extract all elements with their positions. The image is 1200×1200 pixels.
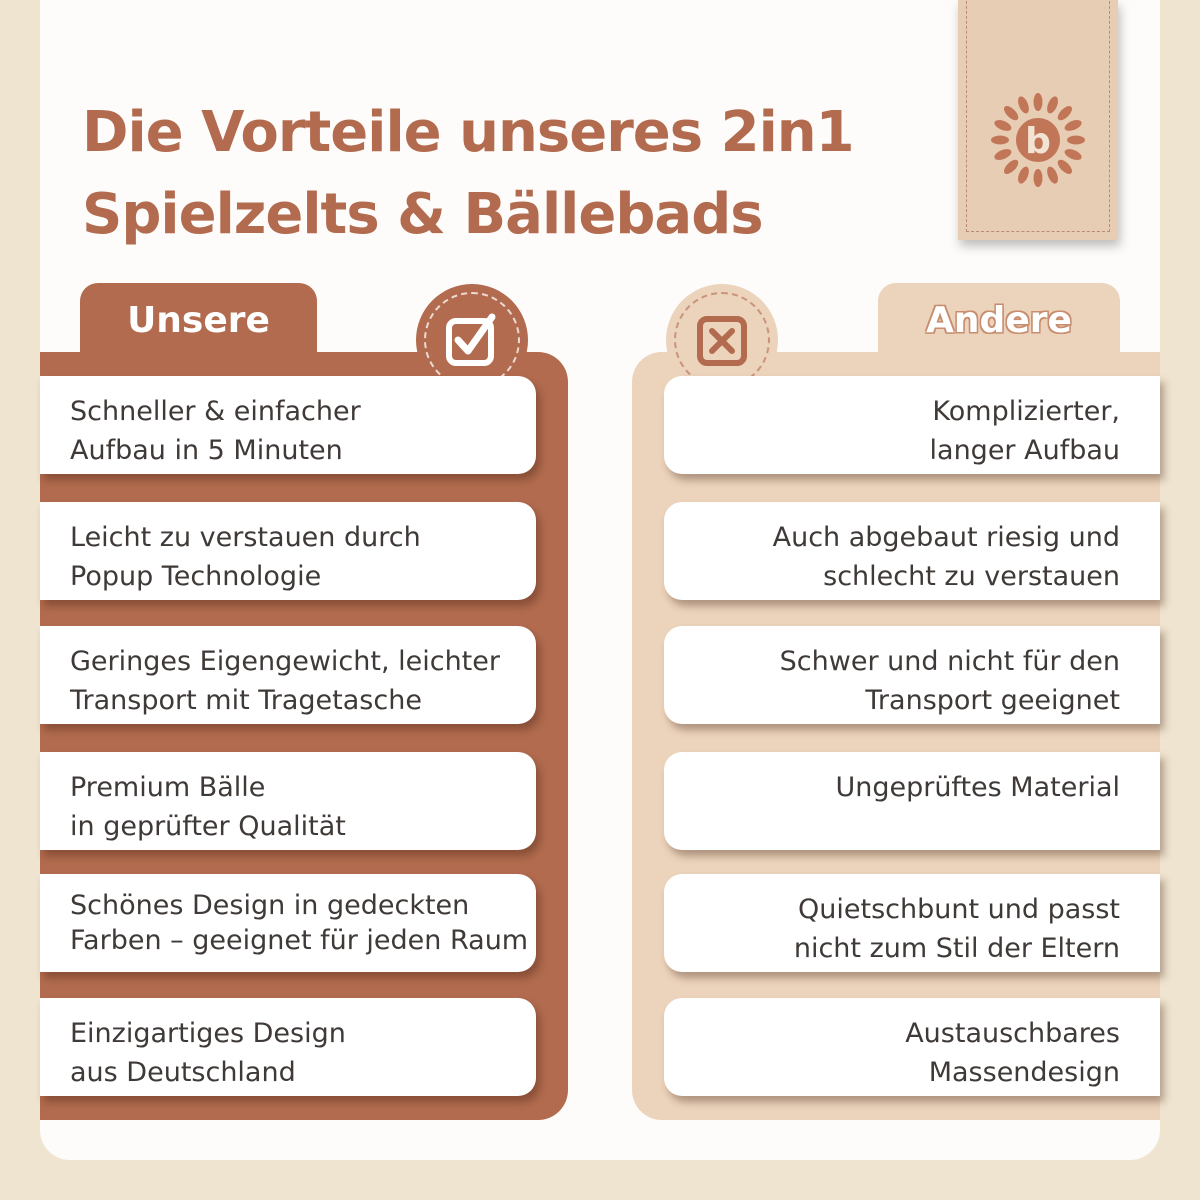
- item-line: nicht zum Stil der Eltern: [793, 933, 1120, 964]
- item-line: Transport mit Tragetasche: [70, 685, 422, 716]
- item-line: Schneller & einfacher: [70, 396, 361, 427]
- item-line: Quietschbunt und passt: [798, 894, 1120, 925]
- item-line: Leicht zu verstauen durch: [70, 522, 421, 553]
- logo-petal: [1063, 118, 1083, 133]
- item-line: Aufbau in 5 Minuten: [70, 435, 343, 466]
- item-line: Schönes Design in gedeckten: [70, 890, 470, 921]
- item-line: Geringes Eigengewicht, leichter: [70, 646, 500, 677]
- item-line: Austauschbares: [905, 1018, 1120, 1049]
- logo-petal: [993, 147, 1013, 162]
- logo-petal: [1016, 95, 1031, 115]
- item-line: Ungeprüftes Material: [835, 772, 1120, 803]
- logo-petal: [1067, 136, 1085, 145]
- logo-petal: [1034, 169, 1043, 187]
- others-item: [664, 626, 1160, 724]
- item-line: aus Deutschland: [70, 1057, 296, 1088]
- logo-petal: [1055, 157, 1074, 176]
- ours-item: [40, 752, 536, 850]
- item-line: langer Aufbau: [929, 435, 1120, 466]
- item-line: Auch abgebaut riesig und: [772, 522, 1120, 553]
- others-item: [664, 502, 1160, 600]
- item-line: Farben – geeignet für jeden Raum: [70, 925, 529, 956]
- logo-petal: [1045, 95, 1060, 115]
- item-line: schlecht zu verstauen: [823, 561, 1120, 592]
- tab-ours: [80, 283, 317, 358]
- others-item: [664, 752, 1160, 850]
- ours-item: [40, 626, 536, 724]
- logo-petal: [993, 118, 1013, 133]
- brand-logo-tag: [958, 0, 1118, 240]
- item-line: Einzigartiges Design: [70, 1018, 346, 1049]
- logo-petal: [1016, 165, 1031, 185]
- logo-petal: [1063, 147, 1083, 162]
- item-line: Popup Technologie: [70, 561, 322, 592]
- ours-item: [40, 376, 536, 474]
- others-item: [664, 998, 1160, 1096]
- item-line: Komplizierter,: [932, 396, 1120, 427]
- others-item: [664, 376, 1160, 474]
- page-title-line-2: Spielzelts & Bällebads: [82, 182, 763, 247]
- logo-petal: [1002, 157, 1021, 176]
- page-title-line-1: Die Vorteile unseres 2in1: [82, 100, 854, 165]
- item-line: Schwer und nicht für den: [779, 646, 1120, 677]
- item-line: Transport geeignet: [865, 685, 1120, 716]
- page-title: [82, 92, 854, 256]
- tab-ours-label: Unsere: [127, 300, 270, 341]
- tab-others: [878, 283, 1120, 358]
- logo-petal: [991, 136, 1009, 145]
- logo-letter: b: [1025, 121, 1051, 162]
- logo-petal: [1002, 104, 1021, 123]
- ours-item: [40, 874, 536, 972]
- item-line: in geprüfter Qualität: [70, 811, 346, 842]
- ours-item: [40, 998, 536, 1096]
- item-line: Premium Bälle: [70, 772, 266, 803]
- others-item: [664, 874, 1160, 972]
- item-line: Massendesign: [928, 1057, 1120, 1088]
- logo-petal: [1055, 104, 1074, 123]
- tab-others-label: Andere: [926, 300, 1072, 341]
- ours-item: [40, 502, 536, 600]
- logo-petal: [1045, 165, 1060, 185]
- sun-flower-logo-icon: [978, 80, 1098, 200]
- logo-petal: [1034, 93, 1043, 111]
